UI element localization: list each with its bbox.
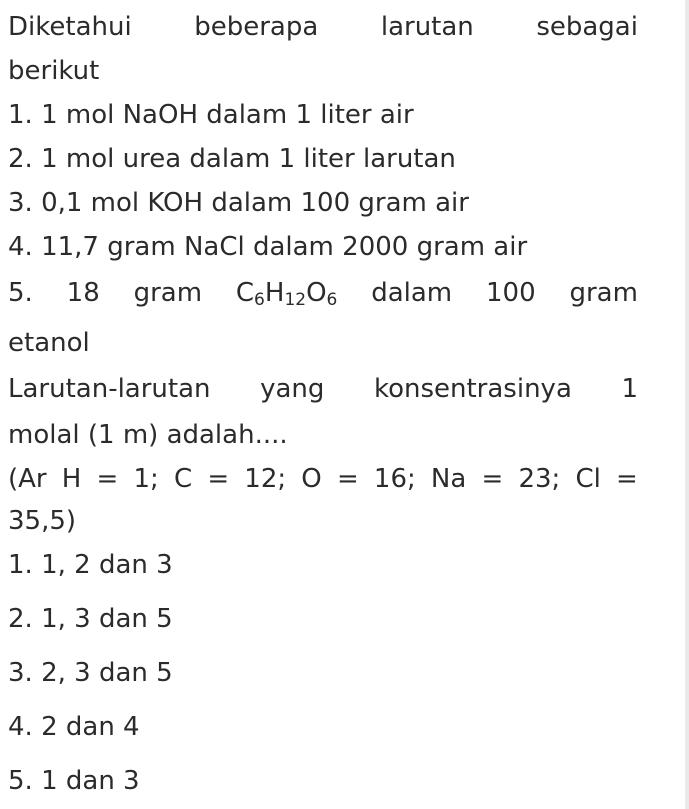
prompt-word: yang xyxy=(260,374,325,404)
answer-option: 3. 2, 3 dan 5 xyxy=(8,658,173,688)
answer-option: 5. 1 dan 3 xyxy=(8,766,140,796)
ar-part: Cl xyxy=(575,464,601,494)
prompt-word: konsentrasinya xyxy=(373,374,572,404)
ar-part: Na xyxy=(430,464,467,494)
intro-continuation: berikut xyxy=(8,56,100,86)
intro-word: sebagai xyxy=(536,12,638,42)
item5-mass-unit: gram xyxy=(569,278,638,308)
formula-subscript: 6 xyxy=(326,290,338,310)
ar-part: O xyxy=(301,464,322,494)
formula-subscript: 12 xyxy=(284,290,307,310)
prompt-continuation: molal (1 m) adalah.... xyxy=(8,420,288,450)
ar-part: = xyxy=(207,464,230,494)
solution-item-5 xyxy=(8,276,638,310)
intro-word: beberapa xyxy=(194,12,319,42)
glucose-formula xyxy=(236,276,337,310)
prompt-word: 1 xyxy=(621,374,638,404)
ar-part: C xyxy=(173,464,193,494)
item5-number: 5. xyxy=(8,278,33,308)
ar-part: = xyxy=(616,464,638,494)
intro-line xyxy=(8,10,638,44)
answer-option: 1. 1, 2 dan 3 xyxy=(8,550,173,580)
item5-unit: gram xyxy=(133,278,203,308)
solution-item: 1. 1 mol NaOH dalam 1 liter air xyxy=(8,100,414,130)
ar-part: = xyxy=(336,464,359,494)
intro-word: larutan xyxy=(380,12,474,42)
solution-item: 4. 11,7 gram NaCl dalam 2000 gram air xyxy=(8,232,528,262)
answer-option: 2. 1, 3 dan 5 xyxy=(8,604,173,634)
item5-dalam: dalam xyxy=(371,278,453,308)
formula-element-o: O xyxy=(306,278,327,308)
solution-item: 3. 0,1 mol KOH dalam 100 gram air xyxy=(8,188,469,218)
formula-subscript: 6 xyxy=(254,290,265,310)
ar-part: H xyxy=(61,464,82,494)
formula-element-h: H xyxy=(264,278,285,308)
ar-part: (Ar xyxy=(8,464,47,494)
intro-word: Diketahui xyxy=(8,12,132,42)
ar-part: = xyxy=(481,464,504,494)
ar-part: 23; xyxy=(518,464,561,494)
right-edge-divider xyxy=(685,0,689,809)
prompt-line xyxy=(8,372,638,406)
prompt-word: Larutan-larutan xyxy=(8,374,211,404)
ar-part: 16; xyxy=(373,464,416,494)
item5-amount: 18 xyxy=(66,278,100,308)
ar-part: 1; xyxy=(133,464,159,494)
atomic-mass-continuation: 35,5) xyxy=(8,506,77,536)
item5-solvent: etanol xyxy=(8,328,90,358)
ar-part: 12; xyxy=(244,464,287,494)
ar-part: = xyxy=(96,464,119,494)
answer-option: 4. 2 dan 4 xyxy=(8,712,140,742)
item5-mass: 100 xyxy=(485,278,536,308)
formula-element-c: C xyxy=(235,278,255,308)
atomic-mass-line xyxy=(8,462,638,496)
solution-item: 2. 1 mol urea dalam 1 liter larutan xyxy=(8,144,456,174)
